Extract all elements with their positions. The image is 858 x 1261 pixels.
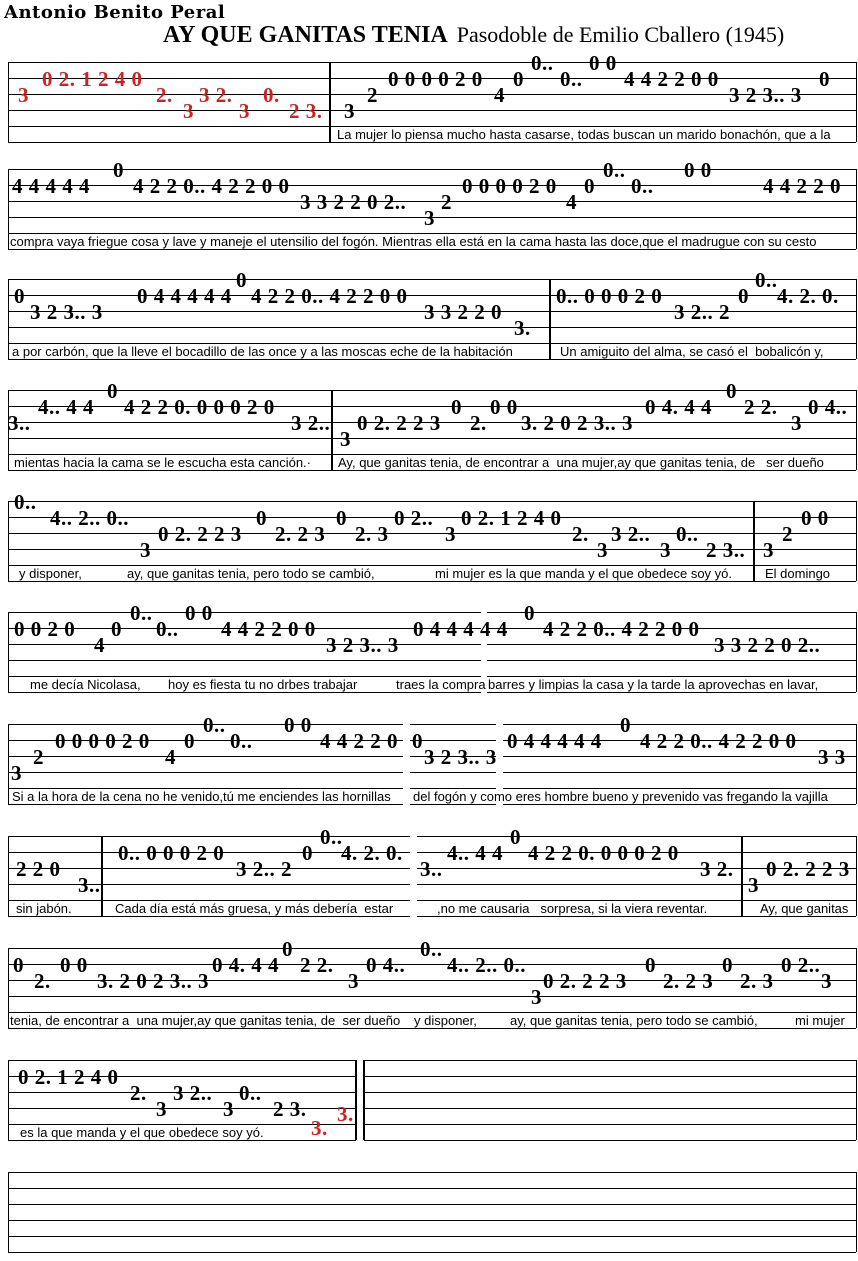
staff-edge — [856, 501, 857, 581]
note-token: 0 2. 2 2 3 — [158, 522, 242, 546]
staff-line — [8, 549, 754, 550]
note-token: 3 2 3.. 3 — [326, 633, 399, 657]
note-token: 3 — [748, 873, 759, 897]
staff-line — [332, 470, 856, 471]
note-token: 4 — [94, 633, 105, 657]
staff-line — [503, 772, 856, 773]
note-token: 0 0 0 0 2 0 — [388, 67, 483, 91]
note-token: 2. — [130, 1081, 147, 1105]
staff-line — [8, 852, 102, 853]
note-token: 0.. — [320, 825, 343, 849]
note-token: 0.. — [631, 174, 654, 198]
note-token: 2. 3 — [355, 522, 389, 546]
barline — [101, 836, 103, 916]
lyric-text: compra vaya friegue cosa y lave y maneje el utensilio del fogón. Mientras ella está en la cama hasta las doce,que el madrugue con su cesto — [10, 234, 817, 249]
staff-edge — [856, 1060, 857, 1140]
note-token: 3 — [239, 99, 250, 123]
staff-line — [8, 1140, 356, 1141]
barline — [363, 1060, 365, 1140]
barline — [331, 390, 333, 470]
note-token: 0 0 — [589, 51, 617, 75]
note-token: 0 2. 2 2 3 — [543, 969, 627, 993]
note-token: 3 — [348, 969, 359, 993]
note-token: 3 2. — [700, 857, 734, 881]
barline — [329, 62, 331, 142]
staff-line — [417, 916, 742, 917]
note-token: 4.. 2.. 0.. — [447, 953, 526, 977]
staff-line — [8, 62, 330, 63]
note-token: 2 — [782, 522, 793, 546]
note-token: 0 — [510, 825, 521, 849]
barline — [753, 501, 755, 581]
staff-line — [102, 916, 410, 917]
staff-system — [0, 158, 858, 265]
staff-line — [487, 692, 856, 693]
staff-line — [410, 804, 496, 805]
lyric-text: El domingo — [765, 566, 831, 581]
staff-line — [417, 884, 742, 885]
staff-line — [102, 836, 410, 837]
note-token: 0.. — [676, 522, 699, 546]
lyric-text: Cada día está más gruesa, y más debería estar — [115, 901, 394, 916]
note-token: 0 4. 4 4 — [212, 953, 279, 977]
staff-line — [487, 612, 856, 613]
lyric-text: La mujer lo piensa mucho hasta casarse, todas buscan un marido bonachón, que a la — [337, 127, 831, 142]
note-token: 3 — [344, 99, 355, 123]
note-token: 4 2 2 0. 0 0 0 2 0 — [528, 841, 679, 865]
note-token: 0 0 — [185, 601, 213, 625]
note-token: 2. — [572, 522, 589, 546]
note-token: 2. — [34, 969, 51, 993]
note-token: 3 3 2 2 0 2.. — [300, 190, 407, 214]
barline — [549, 279, 551, 359]
note-token: 3 — [223, 1097, 234, 1121]
staff-line — [8, 126, 330, 127]
note-token: 4 4 4 4 4 — [12, 174, 90, 198]
note-token: 0 0 0 0 2 0 — [55, 729, 150, 753]
note-token: 0 0 — [60, 953, 88, 977]
staff-line — [364, 1124, 856, 1125]
staff-edge — [8, 501, 9, 581]
staff-line — [410, 772, 496, 773]
note-token: 4 — [494, 83, 505, 107]
note-token: 4 2 2 0.. 4 2 2 0 0 — [251, 284, 408, 308]
staff-line — [8, 644, 481, 645]
staff-line — [8, 422, 332, 423]
staff-edge — [856, 612, 857, 692]
staff-line — [364, 1092, 856, 1093]
note-token: 3 — [18, 83, 29, 107]
staff-edge — [8, 62, 9, 142]
staff-line — [8, 804, 403, 805]
note-token: 4 2 2 0. 0 0 0 2 0 — [124, 395, 275, 419]
note-token: 0 2. 1 2 4 0 — [18, 1065, 119, 1089]
song-title: AY QUE GANITAS TENIA — [163, 22, 448, 48]
staff-edge — [856, 279, 857, 359]
note-token: 2 3.. — [706, 538, 746, 562]
staff-line — [8, 501, 754, 502]
staff-system — [0, 51, 858, 158]
note-token: 0 2. 2 2 3 — [766, 857, 850, 881]
staff-line — [8, 1188, 856, 1189]
note-token: 0 — [256, 506, 267, 530]
note-token: 0.. — [560, 67, 583, 91]
lyric-text: barres y limpias la casa y la tarde la aprovechas en lavar, — [488, 677, 819, 692]
note-token: 0.. 0 0 0 2 0 — [118, 841, 225, 865]
note-token: 3 2.. 2 — [674, 300, 730, 324]
note-token: 0 4 4 4 4 4 — [413, 617, 508, 641]
note-token: 0 — [645, 953, 656, 977]
note-token: 0 — [584, 174, 595, 198]
lyric-text: Ay, que ganitas tenia, de encontrar a una mujer,ay que ganitas tenia, de ser dueño — [338, 455, 824, 470]
note-token: 0 2. 1 2 4 0 — [461, 506, 562, 530]
lyric-text: Ay, que ganitas — [760, 901, 849, 916]
staff-line — [742, 884, 856, 885]
note-token: 0. — [263, 83, 280, 107]
staff-edge — [8, 724, 9, 804]
staff-line — [417, 836, 742, 837]
staff-system — [0, 937, 858, 1044]
note-token: 0.. — [130, 601, 153, 625]
note-token: 0 0 — [490, 395, 518, 419]
staff-line — [503, 756, 856, 757]
staff-line — [8, 772, 403, 773]
staff-edge — [8, 1172, 9, 1252]
staff-line — [8, 1236, 856, 1237]
staff-line — [8, 327, 550, 328]
staff-line — [332, 438, 856, 439]
staff-edge — [856, 836, 857, 916]
staff-line — [8, 581, 754, 582]
staff-system — [0, 825, 858, 932]
note-token: 0 — [336, 506, 347, 530]
note-token: 0.. — [14, 490, 37, 514]
note-token: 0.. — [603, 158, 626, 182]
lyric-text: Un amiguito del alma, se casó el bobalicón y, — [560, 344, 824, 359]
lyric-text: Si a la hora de la cena no he venido,tú me enciendes las hornillas — [12, 789, 391, 804]
note-token: 4. 2. 0. — [341, 841, 403, 865]
staff-line — [8, 612, 481, 613]
staff-line — [8, 916, 102, 917]
note-token: 3 — [791, 411, 802, 435]
staff-line — [8, 1252, 856, 1253]
staff-edge — [856, 169, 857, 249]
lyric-text: mi mujer — [795, 1013, 845, 1028]
note-token: 0 4.. — [808, 395, 848, 419]
note-token: 0.. 0 0 0 2 0 — [556, 284, 663, 308]
note-token: 2 2. — [300, 953, 334, 977]
note-token: 4 4 2 2 0 — [320, 729, 398, 753]
staff-edge — [856, 1172, 857, 1252]
staff-line — [503, 804, 856, 805]
staff-line — [742, 916, 856, 917]
note-token: 2 2. — [744, 395, 778, 419]
note-token: 3. — [311, 1116, 328, 1141]
note-token: 0.. — [156, 617, 179, 641]
note-token: 3 — [340, 427, 351, 451]
note-token: 3 — [763, 538, 774, 562]
staff-system — [0, 379, 858, 486]
note-token: 2. — [156, 83, 173, 107]
staff-system — [0, 713, 858, 820]
note-token: 0 — [111, 617, 122, 641]
note-token: 2 — [367, 83, 378, 107]
staff-line — [550, 359, 856, 360]
staff-system — [0, 1060, 858, 1156]
note-token: 0 0 — [284, 713, 312, 737]
staff-system — [0, 601, 858, 708]
note-token: 3 3 2 2 0 — [424, 300, 502, 324]
note-token: 0 0 0 0 2 0 — [462, 174, 557, 198]
barline — [741, 836, 743, 916]
lyric-text: sin jabón. — [16, 901, 72, 916]
lyric-text: ay, que ganitas tenia, pero todo se cambió, — [127, 566, 375, 581]
note-token: 4 4 2 2 0 0 — [624, 67, 719, 91]
staff-line — [8, 1060, 356, 1061]
note-token: 3 2 3.. 3 — [729, 83, 802, 107]
staff-line — [8, 1172, 856, 1173]
staff-line — [102, 884, 410, 885]
note-token: 0 — [451, 395, 462, 419]
staff-line — [8, 470, 332, 471]
lyric-text: mi mujer es la que manda y el que obedece soy yó. — [435, 566, 733, 581]
note-token: 2. — [470, 411, 487, 435]
lyric-text: traes la compra — [396, 677, 486, 692]
title-line — [163, 22, 784, 49]
staff-line — [8, 756, 403, 757]
staff-line — [364, 1140, 856, 1141]
note-token: 0 — [302, 841, 313, 865]
note-token: 3.. — [8, 411, 31, 435]
note-token: 3.. — [78, 873, 101, 897]
lyric-text: a por carbón, que la lleve el bocadillo de las once y a las moscas eche de la habitación — [12, 344, 513, 359]
note-token: 4.. 4 4 — [38, 395, 94, 419]
note-token: 3 — [156, 1097, 167, 1121]
lyric-text: es la que manda y el que obedece soy yó. — [20, 1125, 264, 1140]
note-token: 3 3 — [818, 745, 846, 769]
staff-line — [8, 359, 550, 360]
barline — [355, 1060, 357, 1140]
note-token: 0 — [13, 953, 24, 977]
staff-line — [364, 1060, 856, 1061]
staff-edge — [8, 836, 9, 916]
note-token: 3. — [514, 316, 531, 340]
lyric-text: hoy es fiesta tu no drbes trabajar — [168, 677, 358, 692]
note-token: 2 3. — [289, 99, 323, 123]
staff-line — [8, 660, 481, 661]
staff-edge — [856, 724, 857, 804]
song-subtitle: Pasodoble de Emilio Cballero (1945) — [456, 22, 785, 47]
staff-edge — [856, 390, 857, 470]
note-token: 3 — [597, 538, 608, 562]
note-token: 0 4. 4 4 — [645, 395, 712, 419]
note-token: 0 2.. — [394, 506, 434, 530]
note-token: 0 — [113, 158, 124, 182]
note-token: 0 — [726, 379, 737, 403]
staff-line — [8, 1204, 856, 1205]
staff-line — [8, 249, 856, 250]
note-token: 4.. 2.. 0.. — [50, 506, 129, 530]
note-token: 2 3. — [273, 1097, 307, 1121]
note-token: 3 — [821, 969, 832, 993]
note-token: 2 — [33, 745, 44, 769]
note-token: 3 — [531, 985, 542, 1009]
note-token: 3 2 3.. 3 — [424, 745, 497, 769]
note-token: 0 — [412, 729, 423, 753]
staff-line — [487, 660, 856, 661]
note-token: 3 — [11, 761, 22, 785]
note-token: 0 — [722, 953, 733, 977]
staff-edge — [856, 62, 857, 142]
note-token: 2 — [441, 190, 452, 214]
staff-line — [8, 169, 856, 170]
lyric-text: me decía Nicolasa, — [30, 677, 141, 692]
staff-line — [742, 836, 856, 837]
note-token: 0 — [738, 284, 749, 308]
note-token: 3. — [337, 1101, 354, 1126]
note-token: 4. 2. 0. — [777, 284, 839, 308]
note-token: 3 2. — [199, 83, 233, 107]
staff-line — [330, 142, 856, 143]
note-token: 3. 2 0 2 3.. 3 — [97, 969, 209, 993]
note-token: 0 0 2 0 — [14, 617, 76, 641]
note-token: 0 2.. — [781, 953, 821, 977]
staff-line — [503, 724, 856, 725]
note-token: 3 — [660, 538, 671, 562]
note-token: 4 4 2 2 0 0 — [221, 617, 316, 641]
lyric-text: mientas hacia la cama se le escucha esta canción.· — [14, 455, 311, 470]
note-token: 3 2.. — [173, 1081, 213, 1105]
staff-system — [0, 490, 858, 597]
note-token: 0 4.. — [366, 953, 406, 977]
staff-line — [417, 868, 742, 869]
lyric-text: tenia, de encontrar a una mujer,ay que ganitas tenia, de ser dueño — [10, 1013, 401, 1028]
note-token: 4 2 2 0.. 4 2 2 0 0 — [543, 617, 700, 641]
note-token: 4 — [566, 190, 577, 214]
staff-line — [364, 1076, 856, 1077]
note-token: 3 3 2 2 0 2.. — [714, 633, 821, 657]
staff-edge — [8, 1060, 9, 1140]
note-token: 3 2.. — [291, 411, 331, 435]
note-token: 2. 2 3 — [663, 969, 714, 993]
note-token: 3 2.. 2 — [236, 857, 292, 881]
staff-line — [8, 1028, 856, 1029]
note-token: 0.. — [230, 729, 253, 753]
note-token: 3 — [183, 99, 194, 123]
staff-line — [8, 1220, 856, 1221]
staff-edge — [8, 169, 9, 249]
note-token: 0 0 — [684, 158, 712, 182]
note-token: 0 — [819, 67, 830, 91]
note-token: 3 — [424, 206, 435, 230]
note-token: 0 — [524, 601, 535, 625]
staff-system — [0, 1172, 858, 1261]
staff-line — [550, 327, 856, 328]
note-token: 2. 2 3 — [275, 522, 326, 546]
staff-edge — [856, 948, 857, 1028]
note-token: 2 2 0 — [16, 857, 61, 881]
note-token: 0 — [184, 729, 195, 753]
staff-line — [8, 390, 332, 391]
note-token: 0.. — [755, 268, 778, 292]
lyric-text: ,no me causaria sorpresa, si la viera reventar. — [437, 901, 708, 916]
note-token: 0.. — [239, 1081, 262, 1105]
lyric-text: ay, que ganitas tenia, pero todo se cambió, — [510, 1013, 758, 1028]
staff-line — [8, 279, 550, 280]
staff-line — [332, 390, 856, 391]
note-token: 0 2. 2 2 3 — [357, 411, 441, 435]
note-token: 0 — [282, 937, 293, 961]
note-token: 0 4 4 4 4 4 — [507, 729, 602, 753]
lyric-text: y disponer, — [414, 1013, 477, 1028]
staff-system — [0, 268, 858, 375]
staff-line — [8, 836, 102, 837]
staff-line — [8, 996, 856, 997]
staff-edge — [8, 948, 9, 1028]
staff-line — [8, 692, 481, 693]
note-token: 0 — [513, 67, 524, 91]
staff-line — [364, 1108, 856, 1109]
staff-line — [8, 201, 856, 202]
staff-line — [8, 110, 330, 111]
staff-line — [8, 438, 332, 439]
note-token: 3 — [445, 522, 456, 546]
staff-line — [410, 724, 496, 725]
note-token: 4 — [165, 745, 176, 769]
note-token: 0 — [14, 284, 25, 308]
note-token: 0.. — [203, 713, 226, 737]
note-token: 3. 2 0 2 3.. 3 — [521, 411, 633, 435]
note-token: 0 2. 1 2 4 0 — [42, 67, 143, 91]
staff-line — [754, 581, 856, 582]
staff-line — [330, 110, 856, 111]
note-token: 3 2 3.. 3 — [30, 300, 103, 324]
staff-edge — [8, 612, 9, 692]
staff-edge — [8, 279, 9, 359]
note-token: 2. 3 — [740, 969, 774, 993]
note-token: 4 2 2 0.. 4 2 2 0 0 — [640, 729, 797, 753]
note-token: 0.. — [531, 51, 554, 75]
note-token: 4.. 4 4 — [447, 841, 503, 865]
note-token: 0.. — [420, 937, 443, 961]
note-token: 0 — [620, 713, 631, 737]
staff-line — [742, 852, 856, 853]
staff-line — [8, 142, 330, 143]
staff-line — [754, 533, 856, 534]
note-token: 0 0 — [801, 506, 829, 530]
staff-line — [550, 279, 856, 280]
note-token: 3 — [140, 538, 151, 562]
note-token: 0 — [236, 268, 247, 292]
note-token: 0 — [107, 379, 118, 403]
author-name: Antonio Benito Peral — [4, 2, 226, 23]
note-token: 4 4 2 2 0 — [763, 174, 841, 198]
note-token: 4 2 2 0.. 4 2 2 0 0 — [133, 174, 290, 198]
note-token: 3 2.. — [611, 522, 651, 546]
lyric-text: y disponer, — [19, 566, 82, 581]
note-token: 0 4 4 4 4 4 — [137, 284, 232, 308]
note-token: 3.. — [420, 857, 443, 881]
staff-line — [754, 501, 856, 502]
lyric-text: del fogón y como eres hombre bueno y prevenido vas fregando la vajilla — [413, 789, 828, 804]
